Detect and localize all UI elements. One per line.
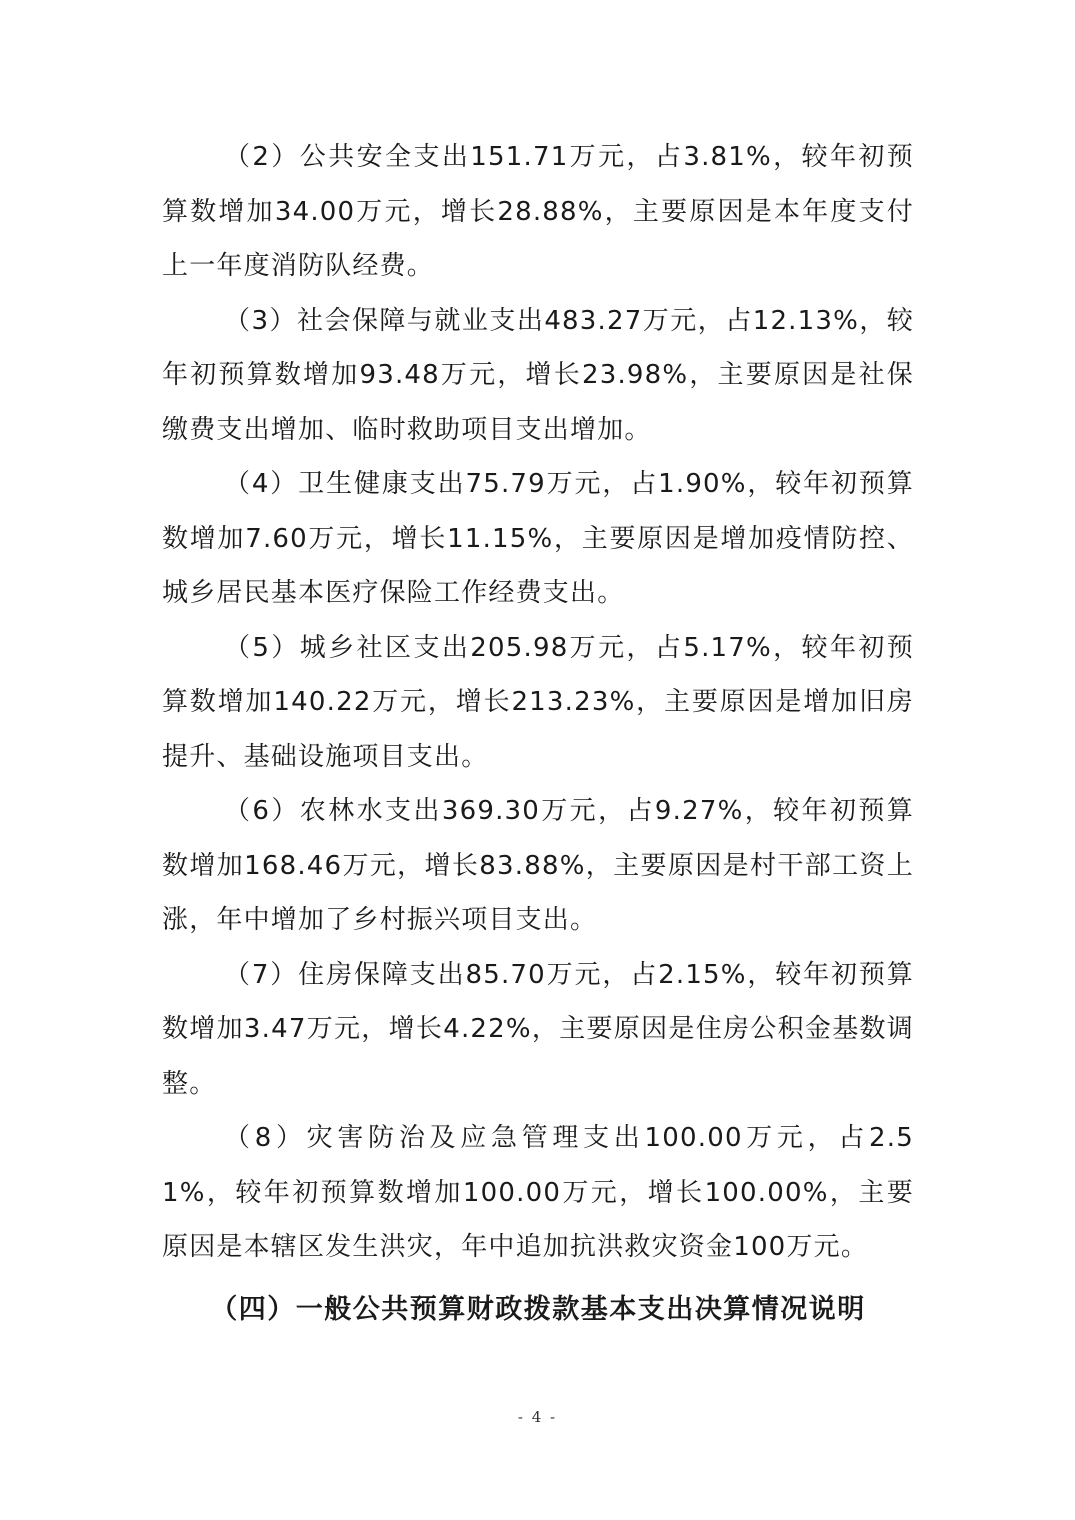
- paragraph-agriculture-forestry-water: （6）农林水支出369.30万元，占9.27%，较年初预算数增加168.46万元，增长83.88%，主要原因是村干部工资上涨，年中增加了乡村振兴项目支出。: [162, 796, 914, 935]
- document-body: [162, 130, 914, 1275]
- paragraph-health: （4）卫生健康支出75.79万元，占1.90%，较年初预算数增加7.60万元，增长11.15%，主要原因是增加疫情防控、城乡居民基本医疗保险工作经费支出。: [162, 469, 914, 608]
- paragraph-housing-security: （7）住房保障支出85.70万元，占2.15%，较年初预算数增加3.47万元，增长4.22%，主要原因是住房公积金基数调整。: [162, 959, 914, 1099]
- page-number: - 4 -: [517, 1408, 558, 1426]
- section-heading: （四）一般公共预算财政拨款基本支出决算情况说明: [210, 1294, 866, 1325]
- paragraph-urban-rural-community: （5）城乡社区支出205.98万元，占5.17%，较年初预算数增加140.22万元，增长213.23%，主要原因是增加旧房提升、基础设施项目支出。: [162, 632, 914, 772]
- paragraph-disaster-prevention: （8）灾害防治及应急管理支出100.00万元，占2.51%，较年初预算数增加100.00万元，增长100.00%，主要原因是本辖区发生洪灾，年中追加抗洪救灾资金100万元。: [162, 1123, 915, 1262]
- paragraph-social-security: （3）社会保障与就业支出483.27万元，占12.13%，较年初预算数增加93.48万元，增长23.98%，主要原因是社保缴费支出增加、临时救助项目支出增加。: [162, 305, 914, 445]
- paragraph-public-security: （2）公共安全支出151.71万元，占3.81%，较年初预算数增加34.00万元，增长28.88%，主要原因是本年度支付上一年度消防队经费。: [162, 142, 914, 281]
